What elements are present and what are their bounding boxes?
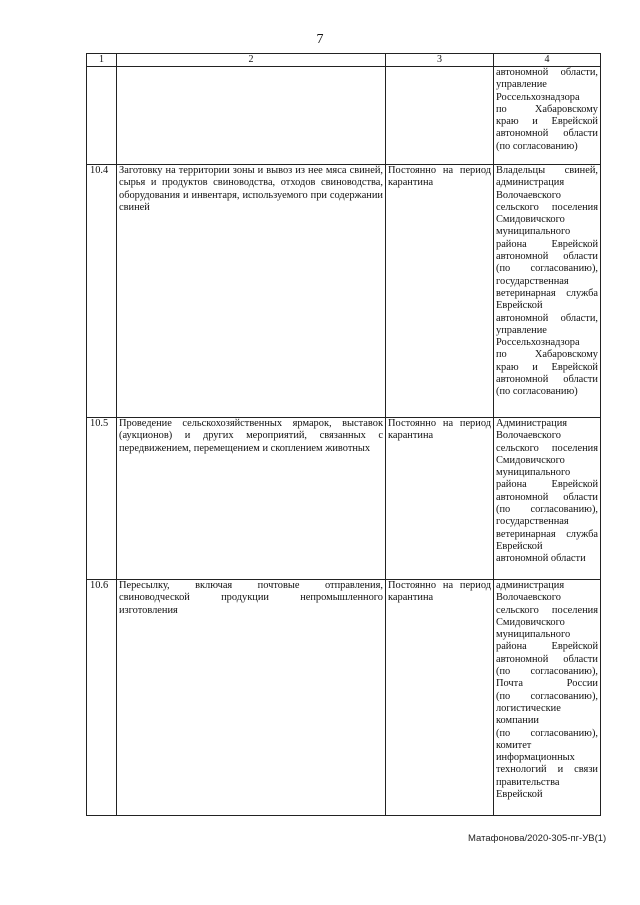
responsible-line: по Хабаровскому <box>496 349 598 361</box>
responsible-line: администрация <box>496 580 565 591</box>
responsible-line: района Еврейской <box>496 238 598 250</box>
responsible-line: Смидовичского <box>496 454 565 466</box>
row-period <box>386 67 494 165</box>
responsible-line: (по согласованию) <box>496 140 578 152</box>
responsible-line: муниципального <box>496 226 571 238</box>
responsible-line: автономной области, <box>496 312 598 324</box>
responsible-line: краю и Еврейской <box>496 116 598 128</box>
responsible-line: (по согласованию), <box>496 504 598 516</box>
row-measure <box>117 67 386 165</box>
responsible-line: Смидовичского <box>496 616 565 628</box>
table-row <box>87 165 601 418</box>
header-col-1: 1 <box>87 54 117 67</box>
responsible-line: Волочаевского <box>496 430 561 442</box>
row-period: Постоянно на период карантина <box>386 580 494 816</box>
row-number <box>87 67 117 165</box>
row-responsible <box>494 418 601 580</box>
table-row <box>87 418 601 580</box>
responsible-line: района Еврейской <box>496 641 598 653</box>
row-measure: Пересылку, включая почтовые отправления, свиноводческой продукции непромышленного изготовления <box>117 580 386 816</box>
responsible-line: автономной области, <box>496 67 598 78</box>
responsible-line: (по согласованию), <box>496 263 598 275</box>
responsible-line: автономной области <box>496 128 598 140</box>
row-responsible <box>494 580 601 816</box>
responsible-line: сельского поселения <box>496 604 598 616</box>
responsible-line: логистические <box>496 702 561 714</box>
responsible-line: Россельхознадзора <box>496 91 580 103</box>
responsible-line: Еврейской <box>496 300 543 312</box>
responsible-line: государственная <box>496 516 569 528</box>
quarantine-measures-table <box>86 53 601 816</box>
row-number: 10.6 <box>87 580 117 816</box>
table-row <box>87 580 601 816</box>
responsible-line: Еврейской <box>496 540 543 552</box>
responsible-line: Смидовичского <box>496 214 565 226</box>
responsible-line: ветеринарная служба <box>496 287 598 299</box>
responsible-line: Администрация <box>496 418 568 429</box>
responsible-line: (по согласованию), <box>496 666 598 678</box>
header-col-4: 4 <box>494 54 601 67</box>
responsible-line: сельского поселения <box>496 442 598 454</box>
responsible-line: автономной области <box>496 653 598 665</box>
responsible-line: (по согласованию), <box>496 690 598 702</box>
row-measure: Проведение сельскохозяйственных ярмарок, выставок (аукционов) и других мероприятий, связанных с передвижением, перемещением и скоплением животных <box>117 418 386 580</box>
responsible-line: правительства <box>496 776 560 788</box>
responsible-line: Еврейской <box>496 789 543 801</box>
table-header-row <box>87 54 601 67</box>
responsible-line: компании <box>496 715 539 727</box>
responsible-line: муниципального <box>496 629 571 641</box>
page-number: 7 <box>316 32 324 47</box>
responsible-line: (по согласованию) <box>496 386 578 398</box>
header-col-3: 3 <box>386 54 494 67</box>
responsible-line: по Хабаровскому <box>496 103 598 115</box>
responsible-line: Волочаевского <box>496 592 561 604</box>
responsible-line: автономной области <box>496 491 598 503</box>
responsible-line: информационных <box>496 752 575 764</box>
responsible-line: (по согласованию), <box>496 727 598 739</box>
responsible-line: управление <box>496 79 547 91</box>
responsible-line: государственная <box>496 275 569 287</box>
responsible-line: администрация <box>496 177 565 189</box>
responsible-line: ветеринарная служба <box>496 528 598 540</box>
responsible-line: Почта России <box>496 678 598 690</box>
document-code: Матафонова/2020-305-пг-УВ(1) <box>468 833 607 844</box>
responsible-line: технологий и связи <box>496 764 598 776</box>
responsible-line: Волочаевского <box>496 189 561 201</box>
responsible-line: управление <box>496 324 547 336</box>
row-period: Постоянно на период карантина <box>386 418 494 580</box>
row-number: 10.4 <box>87 165 117 418</box>
responsible-line: муниципального <box>496 467 571 479</box>
responsible-line: Владельцы свиней, <box>496 165 598 176</box>
row-responsible <box>494 165 601 418</box>
responsible-line: автономной области <box>496 374 598 386</box>
responsible-line: сельского поселения <box>496 201 598 213</box>
table-row <box>87 67 601 165</box>
responsible-line: краю и Еврейской <box>496 361 598 373</box>
row-number: 10.5 <box>87 418 117 580</box>
responsible-line: автономной области <box>496 251 598 263</box>
row-period: Постоянно на период карантина <box>386 165 494 418</box>
responsible-line: комитет <box>496 739 532 751</box>
responsible-line: автономной области <box>496 553 586 565</box>
responsible-line: Россельхознадзора <box>496 337 580 349</box>
responsible-line: района Еврейской <box>496 479 598 491</box>
header-col-2: 2 <box>117 54 386 67</box>
row-measure: Заготовку на территории зоны и вывоз из нее мяса свиней, сырья и продуктов свиноводства, отходов свиноводства, оборудования и инвентаря, используемого при содержании свиней <box>117 165 386 418</box>
row-responsible <box>494 67 601 165</box>
